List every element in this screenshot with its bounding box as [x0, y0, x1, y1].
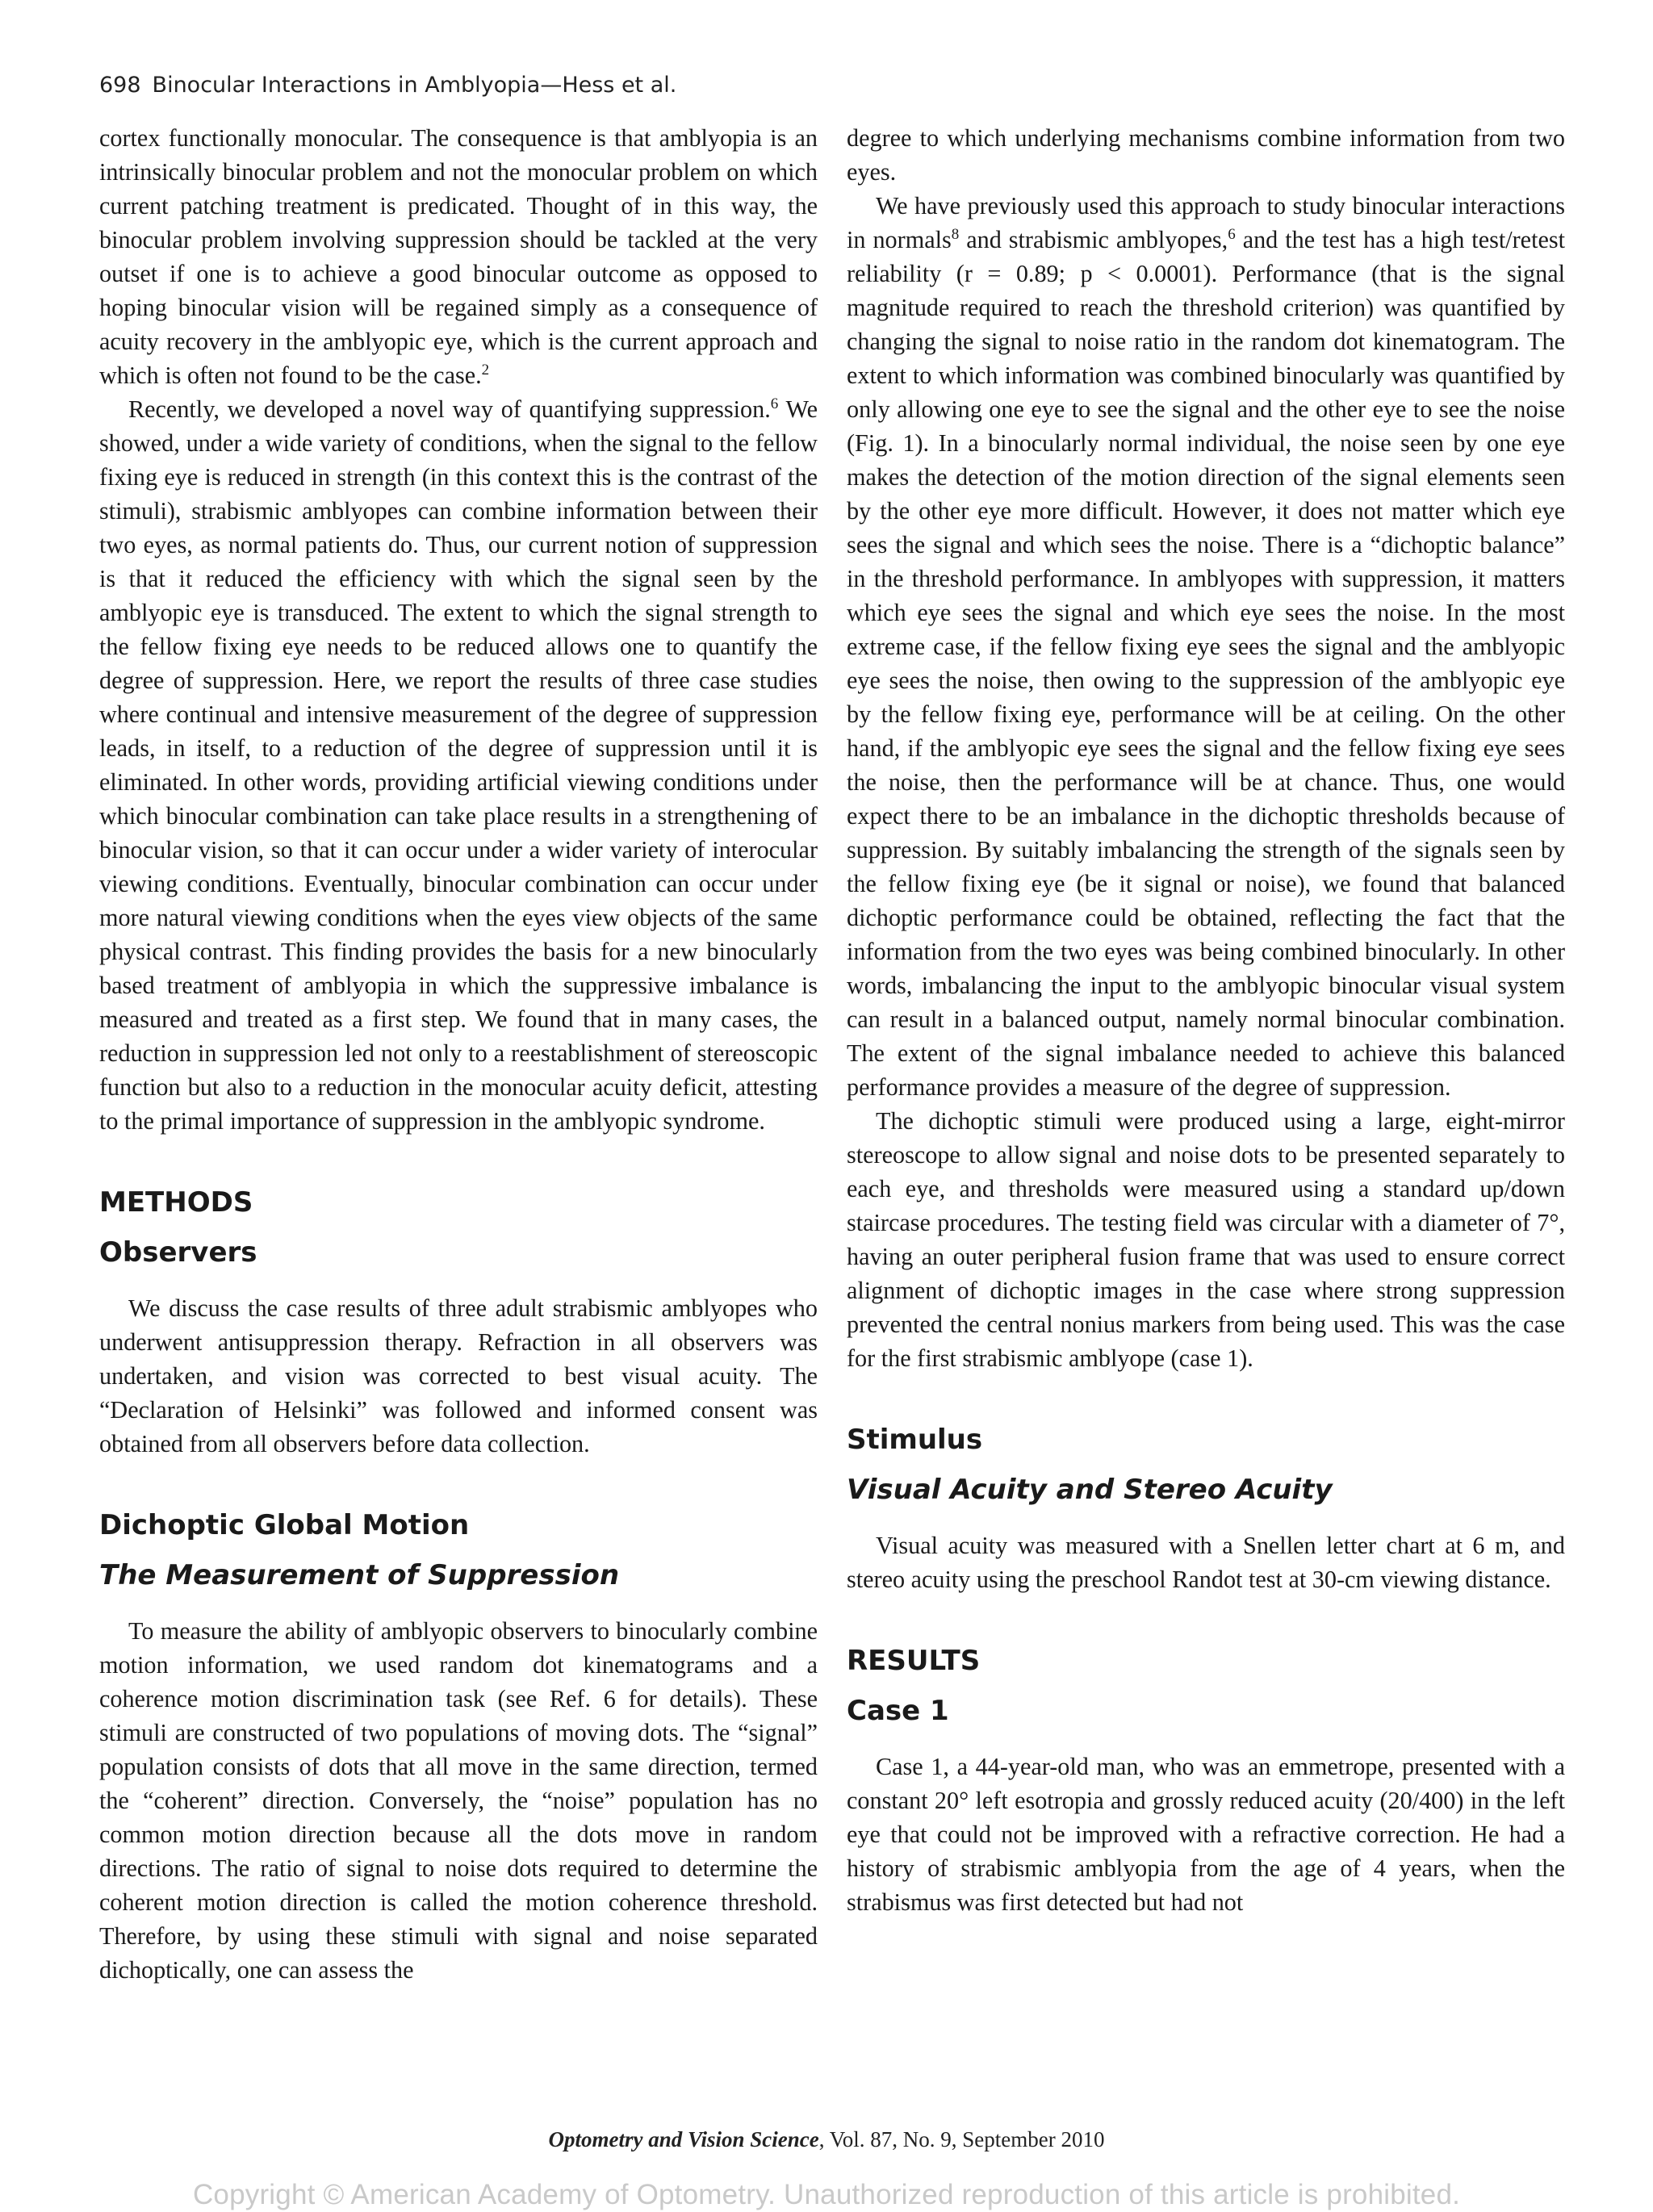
page-number: 698 [99, 73, 141, 98]
reference-superscript[interactable]: 8 [951, 225, 960, 243]
paragraph: Recently, we developed a novel way of quantifying suppression.$^6$ We showed, under a wide variety of conditions, when the signal to the fellow fixing eye is reduced in strength (in this context this is the contrast of the stimuli), strabismic amblyopes can combine information between their two eyes, as normal patients do. Thus, our current notion of suppression is that it reduced the efficiency with which the signal seen by the amblyopic eye is transduced. The extent to which the signal strength to the fellow fixing eye needs to be reduced allows one to quantify the degree of suppression. Here, we report the results of three case studies where continual and intensive measurement of the degree of suppression leads, in itself, to a reduction of the degree of suppression until it is eliminated. In other words, providing artificial viewing conditions under which binocular combination can take place results in a strengthening of binocular vision, so that it can occur under a wider variety of interocular viewing conditions. Eventually, binocular combination can occur under more natural viewing conditions when the eyes view objects of the same physical contrast. This finding provides the basis for a new binocularly based treatment of amblyopia in which the suppressive imbalance is measured and treated as a first step. We found that in many cases, the reduction in suppression led not only to a reestablishment of stereoscopic function but also to a reduction in the monocular acuity deficit, attesting to the primal importance of suppression in the amblyopic syndrome. [99, 395, 818, 1135]
paragraph: We have previously used this approach to study binocular interactions in normals$^8$ and strabismic amblyopes,$^6$ and the test has a high test/retest reliability (r = 0.89; p < 0.0001). Performance (that is the signal magnitude required to reach the threshold criterion) was quantified by changing the signal to noise ratio in the random dot kinematogram. The extent to which information was combined binocularly was quantified by only allowing one eye to see the signal and the other eye to see the noise (Fig. 1). In a binocularly normal individual, the noise seen by one eye makes the detection of the motion direction of the signal elements seen by the other eye more difficult. However, it does not matter which eye sees the signal and which sees the noise. There is a “dichoptic balance” in the threshold performance. In amblyopes with suppression, it matters which eye sees the signal and which eye sees the noise. In the most extreme case, if the fellow fixing eye sees the signal and the amblyopic eye sees the noise, then owing to the suppression of the amblyopic eye by the fellow fixing eye, performance will be at ceiling. On the other hand, if the amblyopic eye sees the signal and the fellow fixing eye sees the noise, then the performance will be at chance. Thus, one would expect there to be an imbalance in the dichoptic thresholds because of suppression. By suitably imbalancing the strength of the signals seen by the fellow fixing eye (be it signal or noise), we found that balanced dichoptic performance could be obtained, reflecting the fact that the information from the two eyes was being combined binocularly. In other words, imbalancing the input to the amblyopic binocular visual system can result in a balanced output, namely normal binocular combination. The extent of the signal imbalance needed to achieve this balanced performance provides a measure of the degree of suppression. [847, 192, 1565, 1101]
subsection-heading-stimulus: Stimulus [847, 1424, 983, 1456]
section-heading-methods: METHODS [99, 1186, 253, 1219]
journal-footer [0, 2127, 1653, 2152]
running-header [99, 73, 676, 98]
journal-citation: , Vol. 87, No. 9, September 2010 [818, 2127, 1105, 2151]
paragraph: Visual acuity was measured with a Snellen letter chart at 6 m, and stereo acuity using the preschool Randot test at 30-cm viewing distance. [847, 1532, 1565, 1593]
subsection-heading-dichoptic: Dichoptic Global Motion [99, 1509, 470, 1541]
reference-superscript[interactable]: 6 [770, 395, 779, 412]
paragraph: Case 1, a 44-year-old man, who was an emmetrope, presented with a constant 20° left esotropia and grossly reduced acuity (20/400) in the left eye that could not be improved with a refractive correction. He had a history of strabismic amblyopia from the age of 4 years, when the strabismus was first detected but had not [847, 1753, 1565, 1916]
reference-superscript[interactable]: 2 [481, 361, 490, 378]
section-heading-results: RESULTS [847, 1645, 981, 1677]
paragraph: degree to which underlying mechanisms combine information from two eyes. [847, 124, 1565, 186]
copyright-notice: Copyright © American Academy of Optometry. Unauthorized reproduction of this article is prohibited. [192, 2179, 1461, 2210]
subsection-heading-observers: Observers [99, 1236, 257, 1269]
subsubsection-heading-measurement: The Measurement of Suppression [99, 1559, 620, 1591]
left-column [99, 121, 818, 1987]
paragraph: The dichoptic stimuli were produced using a large, eight-mirror stereoscope to allow signal and noise dots to be presented separately to each eye, and thresholds were measured using a standard up/down staircase procedures. The testing field was circular with a diameter of 7°, having an outer peripheral fusion frame that was used to ensure correct alignment of dichoptic images in the case where strong suppression prevented the central nonius markers from being used. This was the case for the first strabismic amblyope (case 1). [847, 1107, 1565, 1372]
running-title: Binocular Interactions in Amblyopia—Hess et al. [152, 73, 677, 98]
paragraph: We discuss the case results of three adult strabismic amblyopes who underwent antisuppression therapy. Refraction in all observers was undertaken, and vision was corrected to best visual acuity. The “Declaration of Helsinki” was followed and informed consent was obtained from all observers before data collection. [99, 1294, 818, 1457]
paragraph: cortex functionally monocular. The consequence is that amblyopia is an intrinsically binocular problem and not the monocular problem on which current patching treatment is predicated. Thought of in this way, the binocular problem involving suppression should be tackled at the very outset if one is to achieve a good binocular outcome as opposed to hoping binocular vision will be regained simply as a consequence of acuity recovery in the amblyopic eye, which is the current approach and which is often not found to be the case.$^2$ [99, 124, 818, 389]
subsubsection-heading-acuity: Visual Acuity and Stereo Acuity [847, 1474, 1333, 1506]
journal-name: Optometry and Vision Science [548, 2127, 819, 2151]
paragraph: To measure the ability of amblyopic observers to binocularly combine motion information, we used random dot kinematograms and a coherence motion discrimination task (see Ref. 6 for details). These stimuli are constructed of two populations of moving dots. The “signal” population consists of dots that all move in the same direction, termed the “coherent” direction. Conversely, the “noise” population has no common motion direction because all the dots move in random directions. The ratio of signal to noise dots required to determine the coherent motion direction is called the motion coherence threshold. Therefore, by using these stimuli with signal and noise separated dichoptically, one can assess the [99, 1617, 818, 1984]
right-column [847, 121, 1565, 1919]
subsection-heading-case1: Case 1 [847, 1695, 949, 1727]
reference-superscript[interactable]: 6 [1228, 225, 1236, 243]
